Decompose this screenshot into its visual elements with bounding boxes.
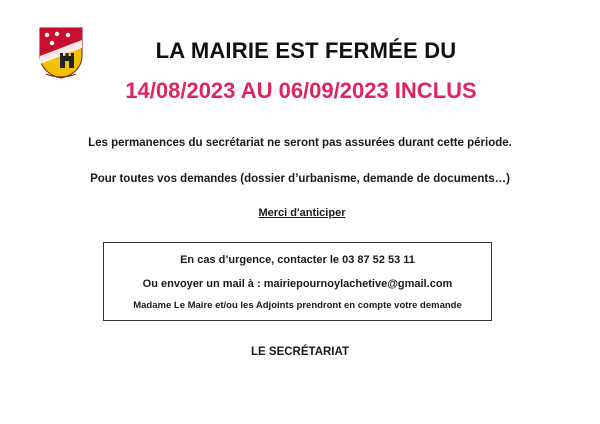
- emergency-phone: En cas d’urgence, contacter le 03 87 52 53 11: [180, 254, 415, 266]
- requests-notice: Pour toutes vos demandes (dossier d’urbanisme, demande de documents…): [90, 173, 510, 185]
- anticipate-notice: Merci d'anticiper: [258, 207, 346, 219]
- handling-note: Madame Le Maire et/ou les Adjoints prendront en compte votre demande: [133, 300, 462, 311]
- permanence-notice: Les permanences du secrétariat ne seront pas assurées durant cette période.: [88, 137, 512, 149]
- contact-box: [103, 242, 492, 321]
- contact-email: Ou envoyer un mail à : mairiepournoylachetive@gmail.com: [142, 278, 453, 290]
- closure-dates: 14/08/2023 AU 06/09/2023 INCLUS: [125, 78, 477, 103]
- signature: LE SECRÉTARIAT: [251, 346, 349, 358]
- closure-title: LA MAIRIE EST FERMÉE DU: [155, 38, 457, 63]
